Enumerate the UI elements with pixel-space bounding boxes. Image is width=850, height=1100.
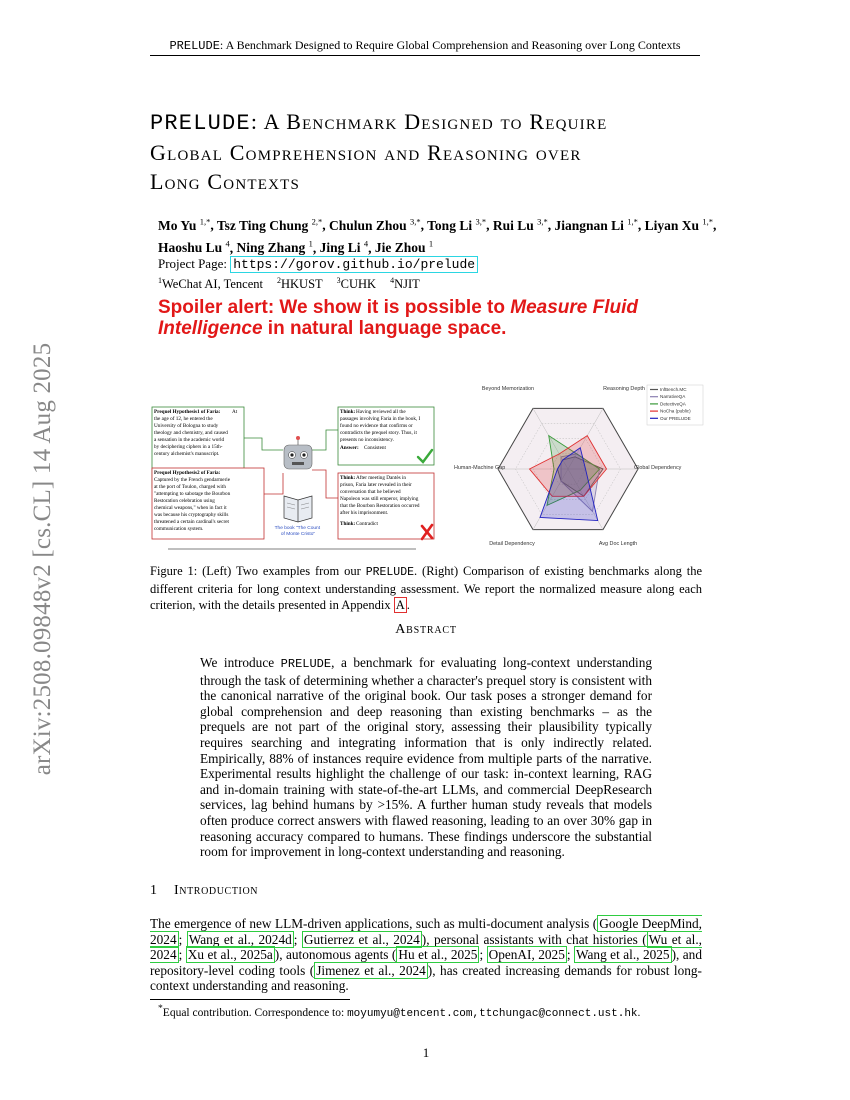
author-name: Jie Zhou [374,240,426,255]
book-caption-line: of Monte Cristo" [280,532,316,537]
robot-icon [284,436,312,469]
citation-link[interactable]: Hu et al., 2025 [398,947,478,963]
affiliation-mark: 2 [276,276,281,285]
running-header [150,38,700,53]
hyp2-line: at the port of Toulon, charged with [154,484,226,490]
citation-link[interactable]: Wang et al., 2024d [188,931,292,947]
author-affil-mark: 1,* [627,216,638,226]
author-affil-mark: 3,* [475,216,487,226]
affiliation [277,277,323,291]
author-affil-mark: 4 [225,238,230,249]
author-name: Jing Li [319,240,361,255]
arxiv-stamp-text[interactable]: arXiv:2508.09848v2 [cs.CL] 14 Aug 2025 [29,342,56,776]
intro-sep: ; [479,947,487,963]
section-number: 1 [150,883,158,898]
author-name: Haoshu Lu [158,240,223,255]
hyp2-title: Prequel Hypothesis2 of Faria: [154,470,221,476]
author [320,240,369,255]
hyp1-line: century alchemist's manuscript. [154,451,220,457]
author [237,240,313,255]
section-title: Introduction [174,883,259,898]
author-name: Chulun Zhou [328,217,407,233]
intro-text: ), and repository-level coding tools ( [150,947,702,978]
hyp2-line: was because his cryptography skills [154,512,229,518]
footnote-text: Equal contribution. Correspondence to: [162,1006,348,1019]
author [375,240,433,255]
hyp2-line: Restoration celebration using [154,498,215,504]
author-name: Tong Li [427,217,473,233]
book-caption-line: The book "The Count [274,526,321,531]
spoiler-pre: Spoiler alert: We show it is possible to [158,297,511,318]
think2-line: that the Bourbon Restoration occurred [340,503,420,509]
citation-link[interactable]: Jimenez et al., 2024 [316,962,426,978]
spoiler-alert [158,297,718,339]
title-mono: PRELUDE [150,111,251,136]
caption-text-c: . [406,598,410,612]
radar-chart [448,382,704,552]
think2-label: Think: [340,475,356,481]
hyp2-line: Captured by the French gendarmerie [154,477,231,483]
spoiler-post: in natural language space. [262,318,507,339]
arxiv-stamp [18,320,68,800]
radar-axis-label: Avg Doc Length [598,541,638,547]
author-list: Mo Yu $^{1,*}$, Tsz Ting Chung $^{2,*}$, Chulun Zhou $^{3,*}$, Tong Li $^{3,*}$, Rui Lu $^{3,*}$, Jiangnan Li $^{1,*}$, Liyan Xu $^{1,*}$, Haoshu Lu $^4$, Ning Zhang $^1$, Jing Li $^4$, Jie Zhou $^1$ [158,216,717,255]
abstract-b: , a benchmark for evaluating long-context understanding through the task of determining whether a character's prequel story is consistent with the canonical narrative of the original book. Our task poses a stronger demand for global comprehension and deep reasoning than existing benchmarks – as the prequels are not part of the original story, assessing their plausibility typically requires searching and integrating information that is only indirectly related. Empirically, 88% of instances require evidence from multiple parts of the narrative. Experimental results highlight the challenge of our task: in-context learning, RAG and in-domain training with state-of-the-art LLMs, and commercial DeepResearch services, lag behind humans by >15%. A further human study reveals that models often produce correct answers with flawed reasoning, leading to an over 30% gap in reasoning accuracy compared to humans. These findings underscore the substantial room for improvement in long-context understanding and reasoning. [200,655,653,860]
radar-axis-label: Reasoning Depth [603,386,645,392]
author [329,218,421,233]
citation-link[interactable]: Google DeepMind, 2024 [150,916,702,947]
running-header-text: : A Benchmark Designed to Require Global Comprehension and Reasoning over Long Contexts [219,38,681,52]
author [493,218,548,233]
author [427,218,486,233]
answer2-label: Think: [340,521,356,527]
intro-sep: ; [293,931,302,947]
affiliation [390,277,420,291]
paper-title [150,107,705,196]
radar-legend-label: Our PRELUDE [660,415,691,421]
affiliation-mark: 1 [158,276,162,285]
author [158,240,230,255]
hyp1-line: a sensation in the academic world [154,437,225,443]
abstract-mono: PRELUDE [280,657,332,671]
think1-line: Having reviewed all the [356,409,406,415]
hyp1-line: the age of 12, he entered the [154,416,213,422]
section-heading [150,883,258,899]
abstract-title: Abstract [395,622,457,637]
spoiler-em: Measure Fluid Intelligence [158,297,639,339]
caption-label: Figure 1: [150,564,198,578]
answer1-value: Consistent [364,445,386,451]
running-header-mono: PRELUDE [169,39,220,53]
affiliation-name: WeChat AI, Tencent [162,277,263,292]
footnote-mark: * [158,1003,163,1014]
title-line-3: Long Contexts [150,169,301,194]
intro-text: The emergence of new LLM-driven applications, such as multi-document analysis ( [150,916,598,931]
think2-line: Napoleon was still emperor, implying [340,496,419,502]
page-number: 1 [422,1045,430,1060]
think2-line: conversation that he believed [340,489,401,495]
intro-text: ), has created increasing demands for robust long-context understanding and reasoning. [150,962,702,994]
intro-sep: ; [566,947,575,963]
citation-link[interactable]: OpenAI, 2025 [488,947,565,963]
author [158,218,210,233]
answer2-value: Contradict [356,521,378,527]
affiliation-name: NJIT [394,277,420,292]
title-line-1-rest: : A Benchmark Designed to Require [250,109,608,134]
intro-paragraph [150,916,702,994]
think2-line: after his imprisonment. [340,510,389,516]
intro-text: ), personal assistants with chat histories ( [421,931,647,947]
connector-think2 [312,470,338,498]
appendix-link[interactable]: A [395,598,405,612]
radar-legend-label: DetectiveQA [660,401,686,407]
abstract-body [200,655,652,860]
hyp2-line: threatened a certain cardinal's secret [154,519,229,525]
author [645,218,713,233]
citation-link[interactable]: Wang et al., 2025 [576,947,670,963]
think1-line: found no evidence that confirms or [340,423,413,429]
author-affil-mark: 1,* [702,216,714,226]
hyp1-line: by deciphering ciphers in a 15th- [154,444,223,450]
think1-line: contradicts the prequel story. Thus, it [340,430,417,436]
radar-axis-label: Global Dependency [634,465,682,471]
radar-legend-label: InfBench.MC [660,387,687,392]
radar-legend-label: NarrativeQA [660,394,686,400]
radar-legend-label: NoCha (public) [660,408,691,414]
think1-line: presents no inconsistency. [340,437,394,443]
header-rule [150,55,700,56]
hyp1-line: theology and chemistry, and caused [154,430,228,436]
intro-sep: ; [178,947,186,963]
footnote-end: . [637,1006,641,1019]
think1-label: Think: [340,409,356,415]
author-affil-mark: 4 [363,238,369,249]
author-name: Tsz Ting Chung [216,217,309,233]
author-affil-mark: 2,* [311,216,323,226]
affiliation [337,277,376,291]
author-affil-mark: 1,* [199,216,211,226]
author-affil-mark: 3,* [537,216,548,226]
author-name: Rui Lu [492,217,534,233]
hyp1-line: University of Bologna to study [154,423,219,429]
radar-axis-label: Detail Dependency [489,541,535,547]
think2-line: After meeting Dantès in [356,475,406,481]
author-name: Ning Zhang [236,240,306,255]
author-name: Mo Yu [158,217,197,233]
author [554,218,637,233]
author-name: Jiangnan Li [554,217,624,233]
think2-line: prison, Faria later revealed in their [340,482,412,488]
figure-caption [150,563,702,613]
radar-axis-label: Beyond Memorization [481,386,535,392]
author-affil-mark: 3,* [410,216,421,226]
answer1-label: Answer: [340,445,359,451]
book-caption [275,525,322,537]
author-affil-mark: 1 [428,238,434,249]
author-name: Liyan Xu [644,217,700,233]
caption-text-b: . (Right) Comparison of existing benchmarks along the different criteria for long context understanding assessment. We report the normalized measure along each criterion, with the details presented in Appendix [150,564,702,612]
caption-text-a: (Left) Two examples from our [197,564,366,578]
project-label: Project Page: [158,256,227,271]
figure-left-examples [148,398,438,553]
connector-hyp1 [244,438,283,450]
radar-axis-label: Human-Machine Gap [454,465,506,471]
connector-think1 [312,430,338,450]
book-icon [284,496,312,522]
affiliation-mark: 4 [390,276,395,285]
citation-link[interactable]: Wu et al., 2024 [150,931,702,963]
project-url-link[interactable]: https://gorov.github.io/prelude [230,256,478,273]
think1-line: passages involving Faria in the book, I [340,416,421,422]
hyp2-line: "attempting to sabotage the Bourbon [154,491,231,497]
citation-link[interactable]: Gutierrez et al., 2024 [303,931,420,947]
affiliations [158,276,434,292]
intro-sep: ; [178,931,187,947]
hyp1-title: Prequel Hypothesis1 of Faria: [154,409,221,415]
footnote-emails[interactable]: moyumyu@tencent.com,ttchungac@connect.ust.hk [347,1007,638,1020]
abstract-a: We introduce [200,655,281,670]
footnote [158,1003,640,1020]
author [217,218,322,233]
project-page [158,256,478,273]
hyp2-line: chemical weapons," when in fact it [154,505,227,511]
affiliation-name: CUHK [340,277,377,292]
title-line-2: Global Comprehension and Reasoning over [150,140,582,165]
hyp1-line: At [232,409,238,415]
affiliation [158,277,263,291]
hyp2-line: communication system. [154,526,204,532]
caption-mono: PRELUDE [365,566,415,579]
author-affil-mark: 1 [308,238,313,249]
affiliation-mark: 3 [336,276,341,285]
affiliation-name: HKUST [280,277,323,292]
connector-hyp2 [264,473,283,494]
intro-text: ), autonomous agents ( [274,947,397,963]
footnote-rule [150,999,350,1000]
citation-link[interactable]: Xu et al., 2025a [187,947,273,963]
title-line-1 [150,107,705,138]
